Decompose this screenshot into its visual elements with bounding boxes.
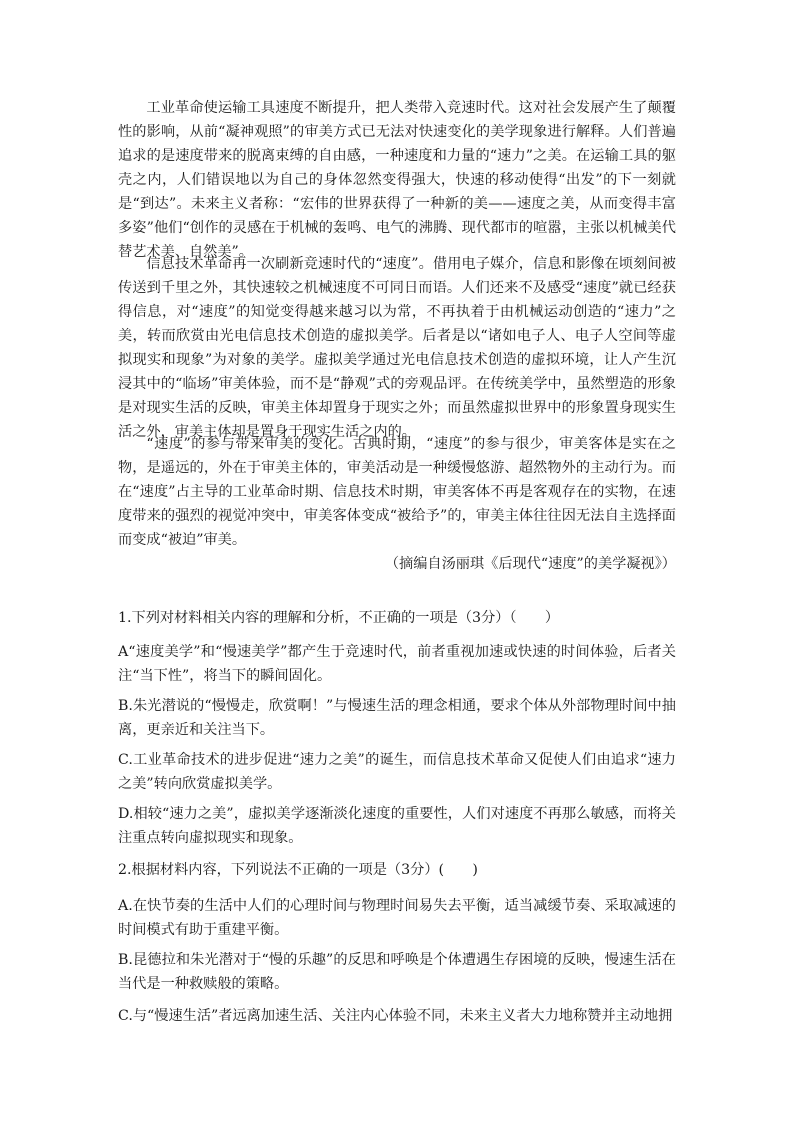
- question-2-stem: 2.根据材料内容，下列说法不正确的一项是（3分）( ): [118, 862, 478, 878]
- passage-paragraph-1: 工业革命使运输工具速度不断提升，把人类带入竞速时代。这对社会发展产生了颠覆性的影响，从前“凝神观照”的审美方式已无法对快速变化的美学现象进行解释。人们普遍追求的是速度带来的脱离束缚的自由感，一种速度和力量的“速力”之美。在运输工具的躯壳之内，人们错误地以为自己的身体忽然变得强大，快速的移动使得“出发”的下一刻就是“到达”。未来主义者称：“宏伟的世界获得了一种新的美——速度之美，从而变得丰富多姿”他们“创作的灵感在于机械的轰鸣、电气的沸腾、现代都市的喧嚣，主张以机械美代替艺术美、自然美”。: [118, 100, 676, 260]
- question-1-option-b: B.朱光潜说的“慢慢走，欣赏啊！”与慢速生活的理念相通，要求个体从外部物理时间中抽离，更亲近和关注当下。: [118, 698, 676, 738]
- question-1-option-c: C.工业革命技术的进步促进“速力之美”的诞生，而信息技术革命又促使人们由追求“速力之美”转向欣赏虚拟美学。: [118, 752, 676, 792]
- source-citation: [118, 552, 676, 576]
- question-1-option-a: A“速度美学”和“慢速美学”都产生于竞速时代，前者重视加速或快速的时间体验，后者关注“当下性”，将当下的瞬间固化。: [118, 644, 676, 684]
- question-1-stem: 1.下列对材料相关内容的理解和分析，不正确的一项是（3分）（ ）: [118, 610, 560, 626]
- source-citation-text: （摘编自汤丽琪《后现代“速度”的美学凝视》）: [384, 556, 676, 572]
- question-2-option-b: B.昆德拉和朱光潜对于“慢的乐趣”的反思和呼唤是个体遭遇生存困境的反映，慢速生活在当代是一种救赎般的策略。: [118, 952, 676, 992]
- question-2-option-a: A.在快节奏的生活中人们的心理时间与物理时间易失去平衡，适当减缓节奏、采取减速的时间模式有助于重建平衡。: [118, 898, 676, 938]
- passage-paragraph-2: 信息技术革命再一次刷新竞速时代的“速度”。借用电子媒介，信息和影像在顷刻间被传送到千里之外，其快速较之机械速度不可同日而语。人们还来不及感受“速度”就已经获得信息，对“速度”的知觉变得越来越习以为常，不再执着于由机械运动创造的“速力”之美，转而欣赏由光电信息技术创造的虚拟美学。后者是以“诸如电子人、电子人空间等虚拟现实和现象”为对象的美学。虚拟美学通过光电信息技术创造的虚拟环境，让人产生沉浸其中的“临场”审美体验，而不是“静观”式的旁观品评。在传统美学中，虽然塑造的形象是对现实生活的反映，审美主体却置身于现实之外；而虽然虚拟世界中的形象置身现实生活之外，审美主体却是置身于现实生活之内的。: [118, 256, 676, 440]
- question-2-option-c: C.与“慢速生活”者远离加速生活、关注内心体验不同，未来主义者大力地称赞并主动地拥: [118, 1008, 673, 1024]
- passage-paragraph-3: “速度”的参与带来审美的变化。古典时期，“速度”的参与很少，审美客体是实在之物，是遥远的，外在于审美主体的，审美活动是一种缓慢悠游、超然物外的主动行为。而在“速度”占主导的工业革命时期、信息技术时期，审美客体不再是客观存在的实物，在速度带来的强烈的视觉冲突中，审美客体变成“被给予”的，审美主体往往因无法自主选择面而变成“被迫”审美。: [118, 436, 676, 548]
- question-1-option-d: D.相较“速力之美”，虚拟美学逐渐淡化速度的重要性，人们对速度不再那么敏感，而将关注重点转向虚拟现实和现象。: [118, 806, 676, 846]
